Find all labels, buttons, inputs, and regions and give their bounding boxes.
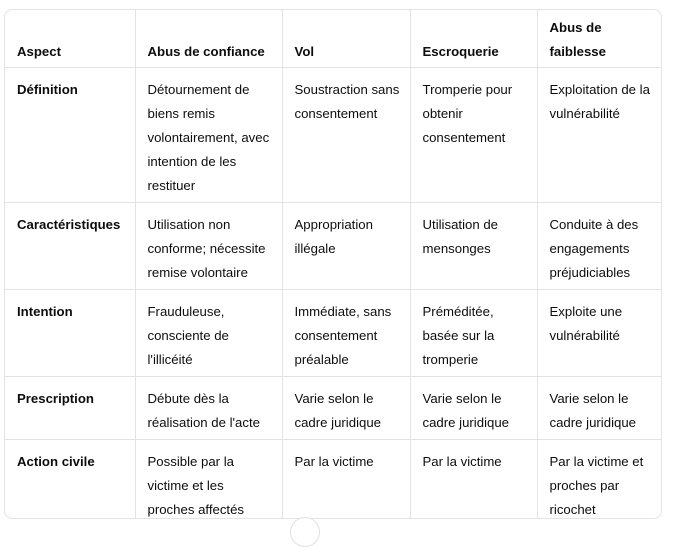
table-cell: Varie selon le cadre juridique <box>410 377 537 440</box>
table-cell: Immédiate, sans consentement préalable <box>282 290 410 377</box>
table-cell: Appropriation illégale <box>282 203 410 290</box>
table-cell: Par la victime et proches par ricochet <box>549 454 644 517</box>
table-row-definition <box>5 68 662 203</box>
header-escroquerie: Escroquerie <box>410 10 537 68</box>
table-cell: Conduite à des engagements préjudiciables <box>537 203 662 290</box>
header-abus-de-faiblesse: Abus de faiblesse <box>537 10 662 68</box>
table-cell: Varie selon le cadre juridique <box>282 377 410 440</box>
row-label: Intention <box>5 290 135 377</box>
row-label: Caractéristiques <box>5 203 135 290</box>
header-aspect: Aspect <box>5 10 135 68</box>
table-cell: Exploite une vulnérabilité <box>537 290 662 377</box>
table-cell: Soustraction sans consentement <box>282 68 410 203</box>
comparison-table <box>5 10 662 519</box>
table-cell: Tromperie pour obtenir consentement <box>410 68 537 203</box>
row-label: Définition <box>5 68 135 203</box>
table-cell: Débute dès la réalisation de l'acte <box>135 377 282 440</box>
table-cell: Possible par la victime et les proches affectés <box>135 440 282 520</box>
scroll-down-button[interactable] <box>290 517 320 547</box>
table-cell: Frauduleuse, consciente de l'illicéité <box>135 290 282 377</box>
table-row-prescription <box>5 377 662 440</box>
table-cell: Détournement de biens remis volontairement, avec intention de les restituer <box>135 68 282 203</box>
table-row-caracteristiques <box>5 203 662 290</box>
table-cell: Utilisation non conforme; nécessite remise volontaire <box>135 203 282 290</box>
header-abus-de-confiance: Abus de confiance <box>135 10 282 68</box>
header-vol: Vol <box>282 10 410 68</box>
table-row-intention <box>5 290 662 377</box>
table-cell: Préméditée, basée sur la tromperie <box>410 290 537 377</box>
table-row-action-civile <box>5 440 662 520</box>
table-header-row <box>5 10 662 68</box>
table-cell: Utilisation de mensonges <box>410 203 537 290</box>
table-cell: Varie selon le cadre juridique <box>537 377 662 440</box>
row-label: Prescription <box>5 377 135 440</box>
row-label: Action civile <box>5 440 135 520</box>
table-cell: Par la victime <box>282 440 410 520</box>
comparison-table-container <box>4 9 662 519</box>
table-cell: Exploitation de la vulnérabilité <box>537 68 662 203</box>
table-cell: Par la victime <box>410 440 537 520</box>
